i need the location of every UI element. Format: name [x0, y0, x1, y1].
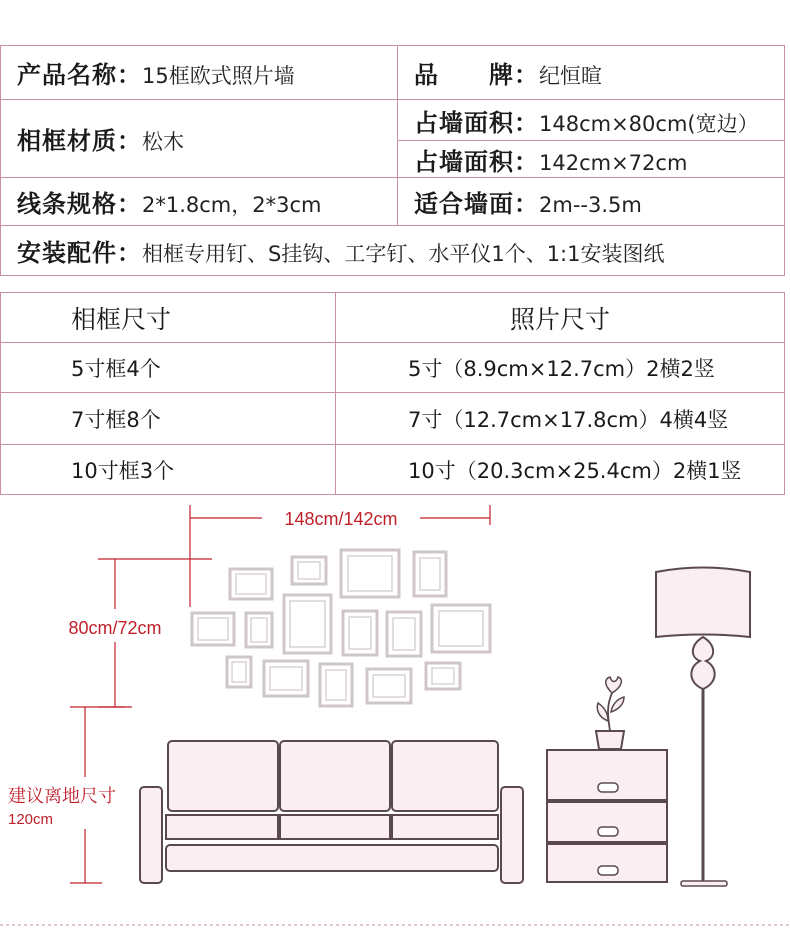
frame-size-header: 相框尺寸 — [1, 293, 336, 343]
product-name-value: 15框欧式照片墙 — [142, 64, 295, 88]
wall-label: 适合墙面： — [414, 190, 539, 218]
brand-label: 品 牌： — [414, 61, 539, 89]
side-cabinet-illustration — [547, 677, 667, 882]
photo-size-cell: 7寸（12.7cm×17.8cm）4横4竖 — [336, 393, 785, 445]
material-label: 相框材质： — [17, 127, 142, 155]
installation-diagram — [0, 497, 790, 937]
height-label: 80cm/72cm — [68, 618, 162, 638]
floor-distance-label: 建议离地尺寸 — [8, 786, 116, 806]
wall-cell — [398, 178, 785, 226]
accessories-label: 安装配件： — [17, 239, 142, 267]
photo-size-cell: 5寸（8.9cm×12.7cm）2横2竖 — [336, 343, 785, 393]
line-spec-value: 2*1.8cm，2*3cm — [142, 193, 322, 217]
table-row — [1, 445, 785, 495]
area1-value: 148cm×80cm(宽边） — [539, 111, 759, 136]
area1-label: 占墙面积： — [414, 108, 539, 137]
area2-cell — [398, 141, 785, 178]
product-name-label: 产品名称： — [17, 61, 142, 89]
line-spec-cell — [1, 178, 398, 226]
line-spec-label: 线条规格： — [17, 190, 142, 218]
table-row — [1, 343, 785, 393]
area2-label: 占墙面积： — [414, 147, 539, 176]
material-cell — [1, 100, 398, 178]
material-value: 松木 — [142, 130, 184, 154]
product-info-table — [0, 45, 785, 276]
height-dimension — [68, 525, 212, 707]
frame-size-cell: 5寸框4个 — [1, 343, 336, 393]
brand-cell — [398, 46, 785, 100]
photo-size-header: 照片尺寸 — [336, 293, 785, 343]
area2-value: 142cm×72cm — [539, 150, 688, 175]
table-row — [1, 393, 785, 445]
floor-distance-value: 120cm — [8, 811, 54, 828]
sofa-illustration — [140, 741, 523, 883]
width-dimension — [190, 505, 490, 529]
size-spec-table — [0, 292, 785, 495]
accessories-value: 相框专用钉、S挂钩、工字钉、水平仪1个、1:1安装图纸 — [142, 242, 665, 266]
floor-distance-dimension — [8, 707, 125, 883]
photo-size-cell: 10寸（20.3cm×25.4cm）2横1竖 — [336, 445, 785, 495]
area1-cell — [398, 100, 785, 141]
wall-value: 2m--3.5m — [539, 193, 642, 217]
accessories-cell — [1, 226, 785, 276]
brand-value: 纪恒暄 — [539, 64, 602, 88]
width-label: 148cm/142cm — [284, 509, 398, 529]
frame-size-cell: 10寸框3个 — [1, 445, 336, 495]
product-name-cell — [1, 46, 398, 100]
frame-size-cell: 7寸框8个 — [1, 393, 336, 445]
floor-lamp-illustration — [656, 568, 750, 887]
photo-frame-wall — [192, 550, 490, 706]
